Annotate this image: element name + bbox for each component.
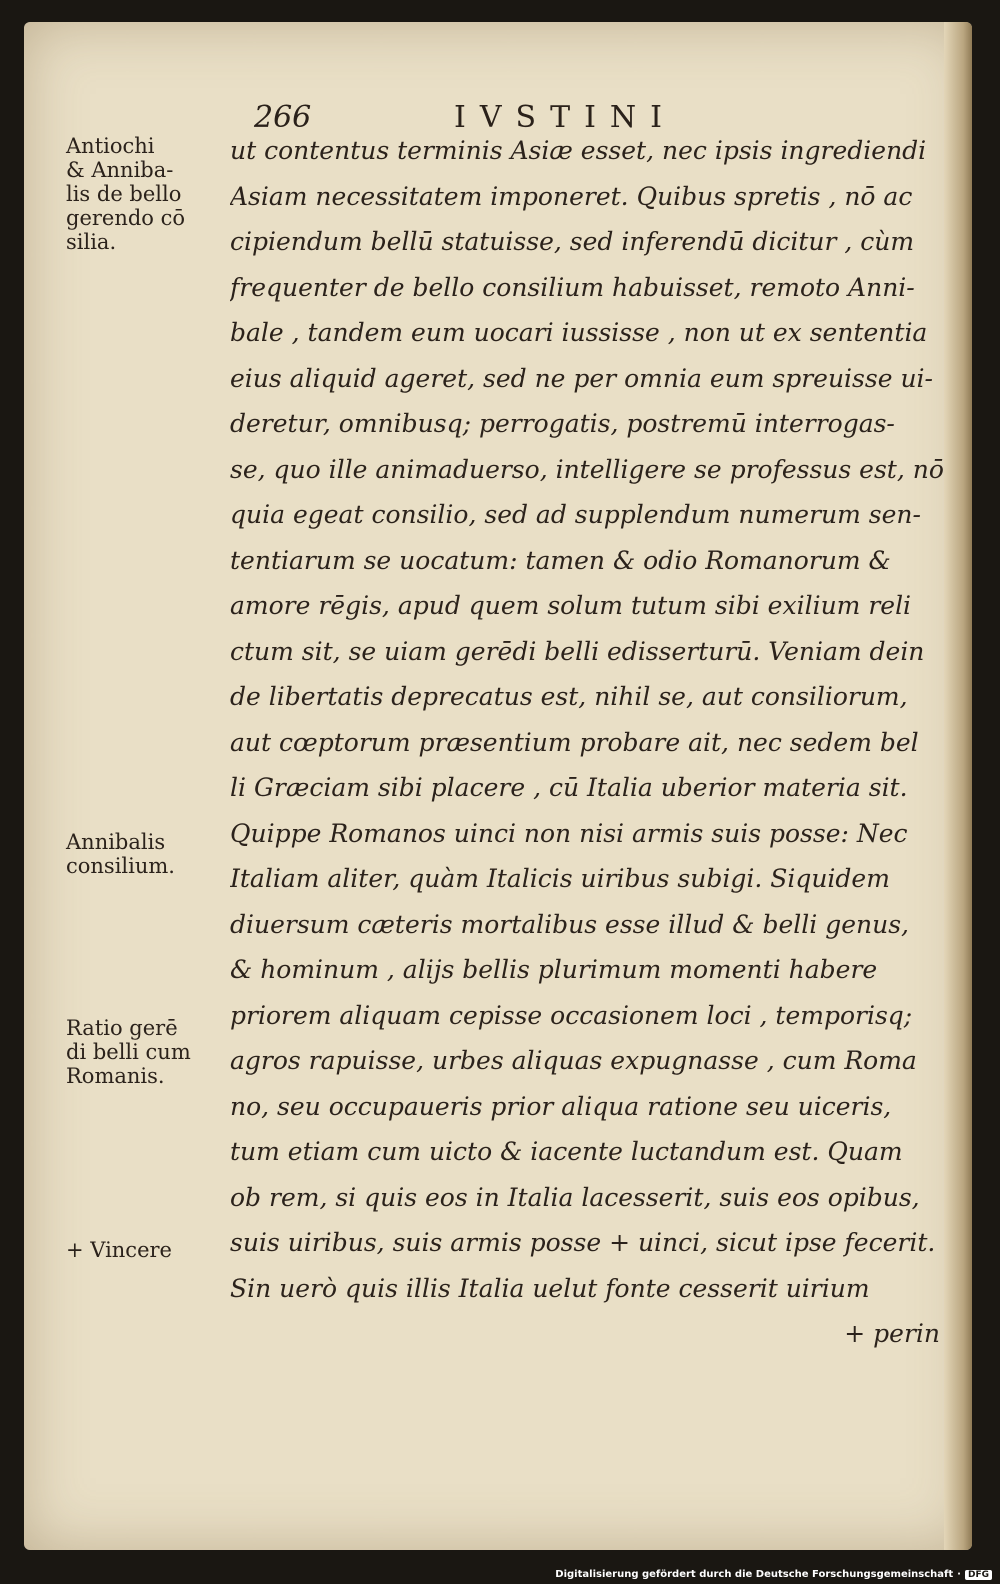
margin-note-annibalis: Annibalis consilium. (66, 830, 175, 878)
text-line: diuersum cæteris mortalibus esse illud & belli genus, (230, 909, 909, 939)
margin-note-vincere: + Vincere (66, 1238, 172, 1262)
dfg-logo: DFG (965, 1570, 992, 1580)
text-line: no, seu occupaueris prior aliqua ratione seu uiceris, (230, 1091, 892, 1121)
text-line: Quippe Romanos uinci non nisi armis suis posse: Nec (230, 818, 908, 848)
text-line: Asiam necessitatem imponeret. Quibus spretis , nō ac (230, 181, 913, 211)
text-line: ut contentus terminis Asiæ esset, nec ipsis ingrediendi (230, 136, 927, 165)
text-line: amore rēgis, apud quem solum tutum sibi exilium reli (230, 591, 912, 620)
text-line: tum etiam cum uicto & iacente luctandum est. Quam (230, 1137, 903, 1166)
text-line: priorem aliquam cepisse occasionem loci , temporisq; (230, 1000, 913, 1030)
text-line: eius aliquid ageret, sed ne per omnia eum spreuisse ui‑ (230, 363, 933, 393)
text-line: ob rem, si quis eos in Italia lacesserit, suis eos opibus, (230, 1182, 920, 1212)
text-line: tentiarum se uocatum: tamen & odio Romanorum & (230, 545, 891, 575)
text-line: suis uiribus, suis armis posse + uinci, sicut ipse fecerit. (230, 1228, 936, 1257)
text-line: Sin uerò quis illis Italia uelut fonte cesserit uirium (230, 1273, 870, 1303)
text-line: li Græciam sibi placere , cū Italia uberior materia sit. (230, 773, 908, 802)
text-line: deretur, omnibusq; perrogatis, postremū interrogas‑ (230, 409, 895, 438)
page-number: 266 (254, 100, 312, 135)
text-line: quia egeat consilio, sed ad supplendum numerum sen‑ (230, 500, 921, 529)
text-line: cipiendum bellū statuisse, sed inferendū dicitur , cùm (230, 227, 915, 256)
body-text (230, 128, 950, 1357)
text-line: aut cœptorum præsentium probare ait, nec sedem bel (230, 727, 919, 757)
text-line: de libertatis deprecatus est, nihil se, aut consiliorum, (230, 682, 908, 711)
running-head: IVSTINI (454, 100, 677, 135)
text-line: agros rapuisse, urbes aliquas expugnasse , cum Roma (230, 1046, 917, 1075)
credit-text: Digitalisierung gefördert durch die Deutsche Forschungsgemeinschaft (555, 1569, 954, 1580)
text-line: frequenter de bello consilium habuisset, remoto Anni‑ (230, 272, 915, 302)
text-line: bale , tandem eum uocari iussisse , non ut ex sententia (230, 318, 928, 347)
margin-note-antiochi: Antiochi & Anniba‑ lis de bello gerendo cō silia. (66, 134, 186, 254)
text-line: ctum sit, se uiam gerēdi belli edisserturū. Veniam dein (230, 636, 925, 666)
text-line: Italiam aliter, quàm Italicis uiribus subigi. Siquidem (230, 864, 890, 893)
digitization-credit: Digitalisierung gefördert durch die Deutsche Forschungsgemeinschaft · DFG (555, 1569, 992, 1580)
margin-note-ratio: Ratio gerē di belli cum Romanis. (66, 1016, 191, 1088)
catchword: + perin (844, 1319, 940, 1348)
text-line: se, quo ille animaduerso, intelligere se professus est, nō (230, 454, 944, 484)
text-line: & hominum , alijs bellis plurimum momenti habere (230, 955, 878, 984)
